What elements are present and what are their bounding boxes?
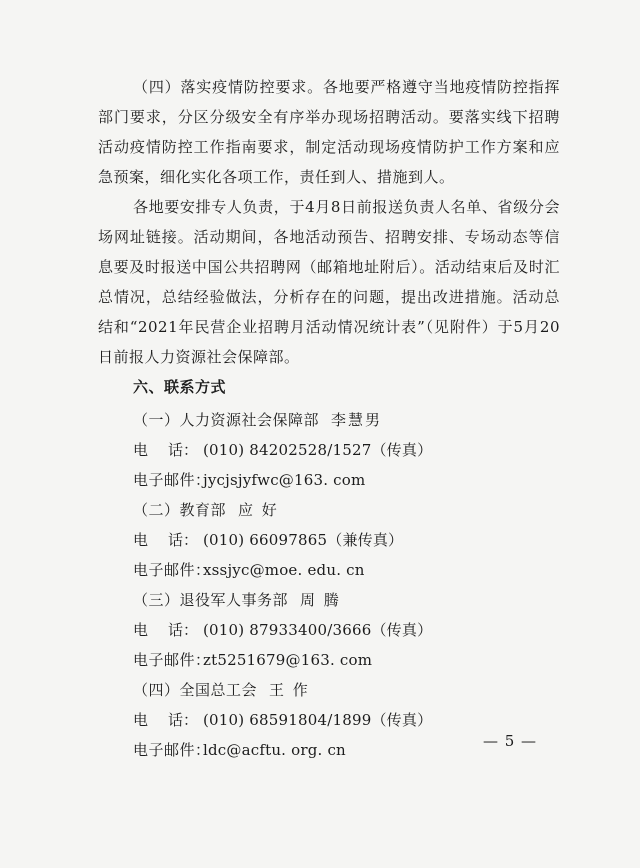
contact-org-line [133,585,560,615]
contact-phone: (010) 66097865（兼传真） [203,531,404,549]
tel-label-first: 电 [133,621,149,639]
email-label: 电子邮件： [133,561,211,579]
tel-label-first: 电 [133,441,149,459]
tel-label-second: 话： [168,441,199,459]
contact-tel-line [133,525,560,555]
contact-veterans [98,585,560,675]
paragraph-epidemic-prevention: （四）落实疫情防控要求。各地要严格遵守当地疫情防控指挥部门要求，分区分级安全有序举办现场招聘活动。要落实线下招聘活动疫情防控工作指南要求，制定活动现场疫情防护工作方案和应急预案，细化实化各项工作，责任到人、措施到人。 [98,78,560,186]
tel-label [133,615,203,645]
section-title-contact: 六、联系方式 [133,378,227,396]
contact-org-line [133,675,560,705]
tel-label [133,705,203,735]
contact-phone: (010) 68591804/1899（传真） [203,711,433,729]
tel-label-second: 话： [168,621,199,639]
email-label: 电子邮件： [133,741,211,759]
contact-org: （一）人力资源社会保障部 [133,411,320,429]
contact-person: 王 作 [269,681,310,699]
contact-email-line [133,555,560,585]
tel-label-first: 电 [133,711,149,729]
contact-email: xssjyc@moe. edu. cn [203,561,365,579]
tel-label-second: 话： [168,531,199,549]
contact-education [98,495,560,585]
contact-person: 周 腾 [300,591,341,609]
contact-acftu [98,675,560,765]
contact-phone: (010) 84202528/1527（传真） [203,441,433,459]
tel-label-first: 电 [133,531,149,549]
contact-email-line [133,465,560,495]
contact-person: 应 好 [238,501,279,519]
contact-org-line [133,495,560,525]
contact-email: ldc@acftu. org. cn [203,741,346,759]
contact-org: （三）退役军人事务部 [133,591,289,609]
contact-email-line [133,645,560,675]
tel-label-second: 话： [168,711,199,729]
email-label: 电子邮件： [133,471,211,489]
tel-label [133,435,203,465]
contact-person: 李慧男 [331,411,383,429]
contact-phone: (010) 87933400/3666（传真） [203,621,433,639]
contact-email: zt5251679@163. com [203,651,373,669]
email-label: 电子邮件： [133,651,211,669]
contact-email: jycjsjyfwc@163. com [203,471,366,489]
contact-hrss [98,405,560,495]
contact-org: （二）教育部 [133,501,227,519]
contact-tel-line [133,435,560,465]
paragraph-reporting-requirements: 各地要安排专人负责，于4月8日前报送负责人名单、省级分会场网址链接。活动期间，各地活动预告、招聘安排、专场动态等信息要及时报送中国公共招聘网（邮箱地址附后）。活动结束后及时汇总情况，总结经验做法，分析存在的问题，提出改进措施。活动总结和“2021年民营企业招聘月活动情况统计表”（见附件）于5月20日前报人力资源社会保障部。 [98,198,560,366]
document-body [98,72,560,765]
contact-org-line [133,405,560,435]
page-number: — 5 — [482,732,538,750]
contact-org: （四）全国总工会 [133,681,258,699]
contact-list [98,405,560,765]
contact-tel-line [133,615,560,645]
tel-label [133,525,203,555]
